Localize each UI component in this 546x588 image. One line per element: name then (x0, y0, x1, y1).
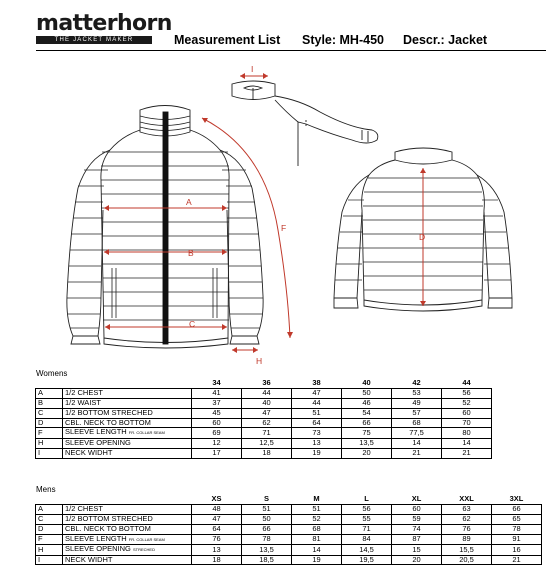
measure-value: 14,5 (342, 545, 392, 556)
measure-value: 84 (342, 534, 392, 545)
table-header-row (36, 495, 542, 504)
measure-value: 53 (392, 388, 442, 398)
measure-value: 77,5 (392, 428, 442, 439)
measure-label: 1/2 BOTTOM STRECHED (65, 514, 153, 523)
womens-measurement-table (35, 379, 492, 459)
measure-label: 1/2 CHEST (65, 504, 103, 514)
table-row (36, 514, 542, 524)
measure-value: 78 (492, 524, 542, 534)
measure-value: 52 (442, 398, 492, 408)
measure-value: 49 (392, 398, 442, 408)
header-divider (36, 50, 546, 51)
measure-value: 57 (392, 408, 442, 418)
measure-value: 20 (342, 448, 392, 458)
measure-value: 40 (242, 398, 292, 408)
measure-value: 18 (192, 555, 242, 565)
measure-value: 21 (492, 555, 542, 565)
measure-value: 62 (442, 514, 492, 524)
measure-value: 20 (392, 555, 442, 565)
table-row (36, 555, 542, 565)
measure-value: 47 (242, 408, 292, 418)
front-zipper (163, 112, 168, 344)
document-title: Measurement List (174, 33, 281, 47)
table-row (36, 534, 542, 545)
table-row (36, 448, 492, 458)
table-row (36, 408, 492, 418)
measure-value: 69 (192, 428, 242, 439)
table-row (36, 504, 542, 514)
measure-value: 76 (192, 534, 242, 545)
measure-value: 15 (392, 545, 442, 556)
womens-section-title: Womens (36, 369, 68, 378)
measure-label: 1/2 BOTTOM STRECHED (65, 408, 153, 417)
measure-value: 51 (292, 408, 342, 418)
measure-code: F (36, 534, 63, 545)
measure-value: 14 (442, 438, 492, 448)
measure-value: 13 (292, 438, 342, 448)
jacket-technical-drawing (0, 52, 546, 370)
label-sleeve-opening: H (256, 356, 263, 366)
table-row (36, 418, 492, 428)
measure-value: 44 (292, 398, 342, 408)
measure-value: 17 (192, 448, 242, 458)
measure-value: 56 (442, 388, 492, 398)
measure-value: 66 (242, 524, 292, 534)
measure-label-cell (63, 448, 192, 458)
logo-name: matterhorn (36, 11, 172, 36)
measure-value: 74 (392, 524, 442, 534)
measure-value: 21 (392, 448, 442, 458)
table-row (36, 428, 492, 439)
measure-value: 20,5 (442, 555, 492, 565)
measure-value: 59 (392, 514, 442, 524)
measure-value: 68 (292, 524, 342, 534)
measure-label-cell (63, 418, 192, 428)
table-header-row (36, 379, 492, 388)
measure-collar-line (240, 73, 268, 79)
measure-label-cell (63, 534, 192, 545)
measure-value: 56 (342, 504, 392, 514)
measure-value: 55 (342, 514, 392, 524)
measure-label-cell (63, 438, 192, 448)
size-header: 40 (362, 379, 371, 388)
size-header: 36 (262, 379, 271, 388)
measure-code: C (36, 514, 63, 524)
measure-code: D (36, 524, 63, 534)
label-collar: I (251, 64, 254, 74)
mens-measurement-table (35, 495, 542, 565)
measure-value: 15,5 (442, 545, 492, 556)
measure-value: 13,5 (342, 438, 392, 448)
measure-value: 13,5 (242, 545, 292, 556)
table-row (36, 438, 492, 448)
measure-value: 71 (242, 428, 292, 439)
measure-value: 60 (392, 504, 442, 514)
measure-value: 18 (242, 448, 292, 458)
size-header: M (313, 495, 320, 504)
measure-value: 47 (192, 514, 242, 524)
measure-code: I (36, 555, 63, 565)
measure-code: C (36, 408, 63, 418)
table-row (36, 545, 542, 556)
style-number: Style: MH-450 (302, 33, 384, 47)
measure-value: 51 (242, 504, 292, 514)
measure-value: 48 (192, 504, 242, 514)
page-header (0, 0, 546, 52)
measure-value: 14 (292, 545, 342, 556)
table-row (36, 524, 542, 534)
measure-value: 68 (392, 418, 442, 428)
measure-value: 37 (192, 398, 242, 408)
measure-label: SLEEVE LENGTH (65, 427, 127, 437)
measure-label: CBL. NECK TO BOTTOM (65, 524, 151, 533)
measure-value: 70 (442, 418, 492, 428)
label-sleeve-length: F (281, 223, 287, 233)
label-back-length: D (419, 232, 426, 242)
measure-value: 78 (242, 534, 292, 545)
measure-label: 1/2 WAIST (65, 398, 101, 407)
measure-label: SLEEVE OPENING (65, 438, 131, 448)
measure-value: 13 (192, 545, 242, 556)
size-header: 3XL (509, 495, 524, 504)
measure-value: 50 (242, 514, 292, 524)
measure-label-cell (63, 408, 192, 418)
logo-tagline: THE JACKET MAKER (36, 36, 152, 44)
measure-code: A (36, 504, 63, 514)
table-row (36, 398, 492, 408)
item-description: Descr.: Jacket (403, 33, 488, 47)
measure-label-cell (63, 428, 192, 439)
measure-value: 60 (192, 418, 242, 428)
measure-label-cell (63, 504, 192, 514)
measure-code: D (36, 418, 63, 428)
measure-value: 89 (442, 534, 492, 545)
measure-label: 1/2 CHEST (65, 388, 103, 398)
measure-label-cell (63, 398, 192, 408)
collar-side-sketch (232, 81, 378, 166)
measure-value: 19,5 (342, 555, 392, 565)
measure-sleeve-line (202, 118, 293, 338)
measure-value: 16 (492, 545, 542, 556)
measure-value: 21 (442, 448, 492, 458)
measure-label-cell (63, 545, 192, 556)
measure-value: 51 (292, 504, 342, 514)
measure-value: 14 (392, 438, 442, 448)
measure-value: 41 (192, 388, 242, 398)
measure-label-cell (63, 524, 192, 534)
measure-value: 75 (342, 428, 392, 439)
size-header: 34 (212, 379, 221, 388)
label-chest: A (186, 197, 192, 207)
size-header: 44 (462, 379, 471, 388)
measure-value: 64 (292, 418, 342, 428)
measure-code: F (36, 428, 63, 439)
measure-value: 62 (242, 418, 292, 428)
label-waist: B (188, 248, 194, 258)
measure-note: FR. COLLAR SEAM (128, 430, 165, 436)
size-header: 42 (412, 379, 421, 388)
measure-value: 71 (342, 524, 392, 534)
measure-label: SLEEVE LENGTH (65, 534, 127, 543)
measure-value: 87 (392, 534, 442, 545)
size-header: 38 (312, 379, 321, 388)
size-header: XS (211, 495, 222, 504)
size-header: XL (411, 495, 422, 504)
measure-code: B (36, 398, 63, 408)
measure-value: 91 (492, 534, 542, 545)
measure-value: 44 (242, 388, 292, 398)
measure-value: 60 (442, 408, 492, 418)
measure-value: 80 (442, 428, 492, 439)
measure-value: 66 (492, 504, 542, 514)
measure-value: 19 (292, 555, 342, 565)
measure-label-cell (63, 388, 192, 398)
measure-value: 12 (192, 438, 242, 448)
measure-label: NECK WIDHT (65, 555, 113, 564)
measure-value: 12,5 (242, 438, 292, 448)
measure-code: I (36, 448, 63, 458)
table-row (36, 388, 492, 398)
measure-label: CBL. NECK TO BOTTOM (65, 418, 151, 427)
measure-label-cell (63, 514, 192, 524)
measure-value: 63 (442, 504, 492, 514)
measure-code: A (36, 388, 63, 398)
measure-sleeve-opening-line (232, 347, 258, 353)
size-header: XXL (459, 495, 474, 504)
measure-value: 81 (292, 534, 342, 545)
size-header: L (364, 495, 369, 504)
measure-label: SLEEVE OPENING (65, 544, 131, 554)
measure-note: FR. COLLAR SEAM (128, 536, 165, 542)
measure-value: 46 (342, 398, 392, 408)
measure-value: 66 (342, 418, 392, 428)
measure-label: NECK WIDHT (65, 448, 113, 458)
brand-logo (36, 11, 172, 44)
measure-value: 76 (442, 524, 492, 534)
measure-label-cell (63, 555, 192, 565)
mens-section-title: Mens (36, 485, 56, 494)
measure-value: 45 (192, 408, 242, 418)
measure-value: 52 (292, 514, 342, 524)
label-bottom: C (189, 319, 196, 329)
measure-value: 19 (292, 448, 342, 458)
measure-value: 73 (292, 428, 342, 439)
measure-note: STRECHED (132, 547, 155, 553)
measure-value: 18,5 (242, 555, 292, 565)
measure-code: H (36, 545, 63, 556)
measure-value: 54 (342, 408, 392, 418)
measure-value: 65 (492, 514, 542, 524)
measure-code: H (36, 438, 63, 448)
measure-value: 64 (192, 524, 242, 534)
measure-value: 50 (342, 388, 392, 398)
size-header: S (263, 495, 269, 504)
measure-value: 47 (292, 388, 342, 398)
